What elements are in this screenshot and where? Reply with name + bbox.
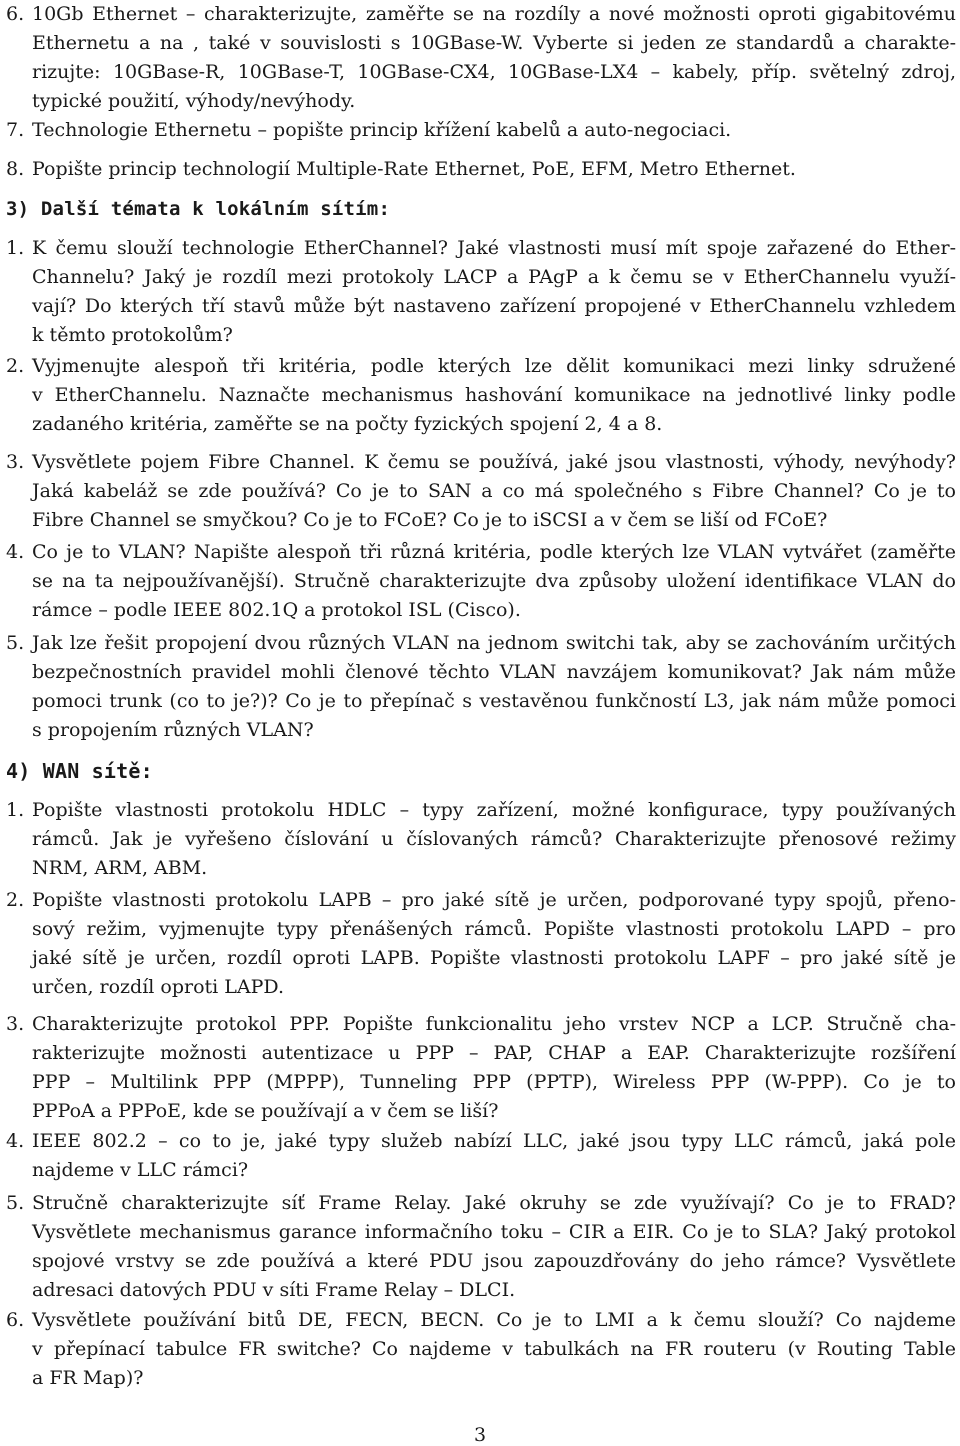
list-item-s4-2 — [6, 886, 956, 1002]
list-item-ethernet-6 — [6, 0, 956, 116]
item-line: NRM, ARM, ABM. — [32, 857, 208, 879]
list-item-ethernet-8 — [6, 155, 956, 184]
item-line: 10Gb Ethernet – charakterizujte, zaměřte se na rozdíly a nové možnosti oproti gigabitovému — [32, 3, 956, 25]
item-number: 3. — [6, 451, 25, 473]
item-line: jaké sítě je určen, rozdíl oproti LAPB. Popište vlastnosti protokolu LAPF – pro jaké sítě je — [32, 947, 956, 969]
list-item-s4-5 — [6, 1189, 956, 1305]
list-item-s3-3 — [6, 448, 956, 535]
item-line: Fibre Channel se smyčkou? Co je to FCoE? Co je to iSCSI a v čem se liší od FCoE? — [32, 509, 828, 531]
item-number: 1. — [6, 799, 25, 821]
section-heading-4: 4) WAN sítě: — [6, 759, 153, 783]
item-line: v přepínací tabulce FR switche? Co najdeme v tabulkách na FR routeru (v Routing Table — [32, 1338, 956, 1360]
item-line: a FR Map)? — [32, 1367, 144, 1389]
item-line: typické použití, výhody/nevýhody. — [32, 90, 356, 112]
item-line: rámce – podle IEEE 802.1Q a protokol ISL (Cisco). — [32, 599, 521, 621]
item-line: Vysvětlete pojem Fibre Channel. K čemu se používá, jaké jsou vlastnosti, výhody, nevýhody? — [32, 451, 956, 473]
item-line: Jaká kabeláž se zde používá? Co je to SAN a co má společného s Fibre Channel? Co je to — [32, 480, 956, 502]
item-line: rámců. Jak je vyřešeno číslování u číslovaných rámců? Charakterizujte přenosové režimy — [32, 828, 956, 850]
item-line: bezpečnostních pravidel mohli členové těchto VLAN navzájem komunikovat? Jak nám může — [32, 661, 956, 683]
item-line: PPP – Multilink PPP (MPPP), Tunneling PPP (PPTP), Wireless PPP (W-PPP). Co je to — [32, 1071, 956, 1093]
item-line: Charakterizujte protokol PPP. Popište funkcionalitu jeho vrstev NCP a LCP. Stručně cha- — [32, 1013, 956, 1035]
item-line: Jak lze řešit propojení dvou různých VLAN na jednom switchi tak, aby se zachováním určitých — [32, 632, 956, 654]
list-item-s3-2 — [6, 352, 956, 439]
list-item-s4-3 — [6, 1010, 956, 1126]
item-number: 3. — [6, 1013, 25, 1035]
item-line: pomoci trunk (co to je?)? Co je to přepínač s vestavěnou funkčností L3, jak nám může pomoci — [32, 690, 956, 712]
item-number: 4. — [6, 1130, 25, 1152]
list-item-s4-4 — [6, 1127, 956, 1185]
item-line: Channelu? Jaký je rozdíl mezi protokoly LACP a PAgP a k čemu se v EtherChannelu využí- — [32, 266, 956, 288]
item-line: Popište vlastnosti protokolu LAPB – pro jaké sítě je určen, podporované typy spojů, přeno- — [32, 889, 956, 911]
item-line: Technologie Ethernetu – popište princip křížení kabelů a auto-negociaci. — [32, 119, 732, 141]
list-item-ethernet-7 — [6, 116, 956, 145]
item-line: Popište princip technologií Multiple-Rate Ethernet, PoE, EFM, Metro Ethernet. — [32, 158, 796, 180]
item-line: Ethernetu a na , také v souvislosti s 10GBase-W. Vyberte si jeden ze standardů a charakte- — [32, 32, 956, 54]
item-line: zadaného kritéria, zaměřte se na počty fyzických spojení 2, 4 a 8. — [32, 413, 663, 435]
item-line: sový režim, vyjmenujte typy přenášených rámců. Popište vlastnosti protokolu LAPD – pro — [32, 918, 956, 940]
item-line: Vysvětlete mechanismus garance informačního toku – CIR a EIR. Co je to SLA? Jaký protokol — [32, 1221, 956, 1243]
item-number: 2. — [6, 355, 25, 377]
item-line: rizujte: 10GBase-R, 10GBase-T, 10GBase-CX4, 10GBase-LX4 – kabely, příp. světelný zdroj, — [32, 61, 956, 83]
item-line: PPPoA a PPPoE, kde se používají a v čem se liší? — [32, 1100, 499, 1122]
item-line: K čemu slouží technologie EtherChannel? Jaké vlastnosti musí mít spoje zařazené do Ether- — [32, 237, 956, 259]
item-line: v EtherChannelu. Naznačte mechanismus hashování komunikace na jednotlivé linky podle — [32, 384, 956, 406]
item-number: 1. — [6, 237, 25, 259]
list-item-s3-1 — [6, 234, 956, 350]
item-number: 6. — [6, 3, 25, 25]
item-line: se na ta nejpoužívanější). Stručně charakterizujte dva způsoby uložení identifikace VLAN do — [32, 570, 956, 592]
list-item-s3-4 — [6, 538, 956, 625]
item-number: 5. — [6, 1192, 25, 1214]
list-item-s4-1 — [6, 796, 956, 883]
section-heading-3: 3) Další témata k lokálním sítím: — [6, 198, 391, 220]
item-line: Vyjmenujte alespoň tři kritéria, podle kterých lze dělit komunikaci mezi linky sdružené — [32, 355, 956, 377]
item-line: najdeme v LLC rámci? — [32, 1159, 249, 1181]
page-number: 3 — [473, 1424, 487, 1446]
item-number: 8. — [6, 158, 25, 180]
item-line: IEEE 802.2 – co to je, jaké typy služeb nabízí LLC, jaké jsou typy LLC rámců, jaká pole — [32, 1130, 956, 1152]
item-line: Co je to VLAN? Napište alespoň tři různá kritéria, podle kterých lze VLAN vytvářet (zaměřte — [32, 541, 956, 563]
item-number: 6. — [6, 1309, 25, 1331]
item-line: určen, rozdíl oproti LAPD. — [32, 976, 285, 998]
item-number: 2. — [6, 889, 25, 911]
item-line: spojové vrstvy se zde používá a které PDU jsou zapouzdřovány do jeho rámce? Vysvětlete — [32, 1250, 956, 1272]
item-number: 4. — [6, 541, 25, 563]
item-line: s propojením různých VLAN? — [32, 719, 314, 741]
item-line: Popište vlastnosti protokolu HDLC – typy zařízení, možné konfigurace, typy používaných — [32, 799, 956, 821]
item-number: 5. — [6, 632, 25, 654]
item-number: 7. — [6, 119, 25, 141]
item-line: rakterizujte možnosti autentizace u PPP – PAP, CHAP a EAP. Charakterizujte rozšíření — [32, 1042, 956, 1064]
list-item-s3-5 — [6, 629, 956, 745]
item-line: k těmto protokolům? — [32, 324, 233, 346]
item-line: adresaci datových PDU v síti Frame Relay – DLCI. — [32, 1279, 516, 1301]
item-line: Stručně charakterizujte síť Frame Relay. Jaké okruhy se zde využívají? Co je to FRAD? — [32, 1192, 956, 1214]
list-item-s4-6 — [6, 1306, 956, 1393]
item-line: Vysvětlete používání bitů DE, FECN, BECN. Co je to LMI a k čemu slouží? Co najdeme — [32, 1309, 956, 1331]
item-line: vají? Do kterých tří stavů může být nastaveno zařízení propojené v EtherChannelu vzhledem — [32, 295, 956, 317]
